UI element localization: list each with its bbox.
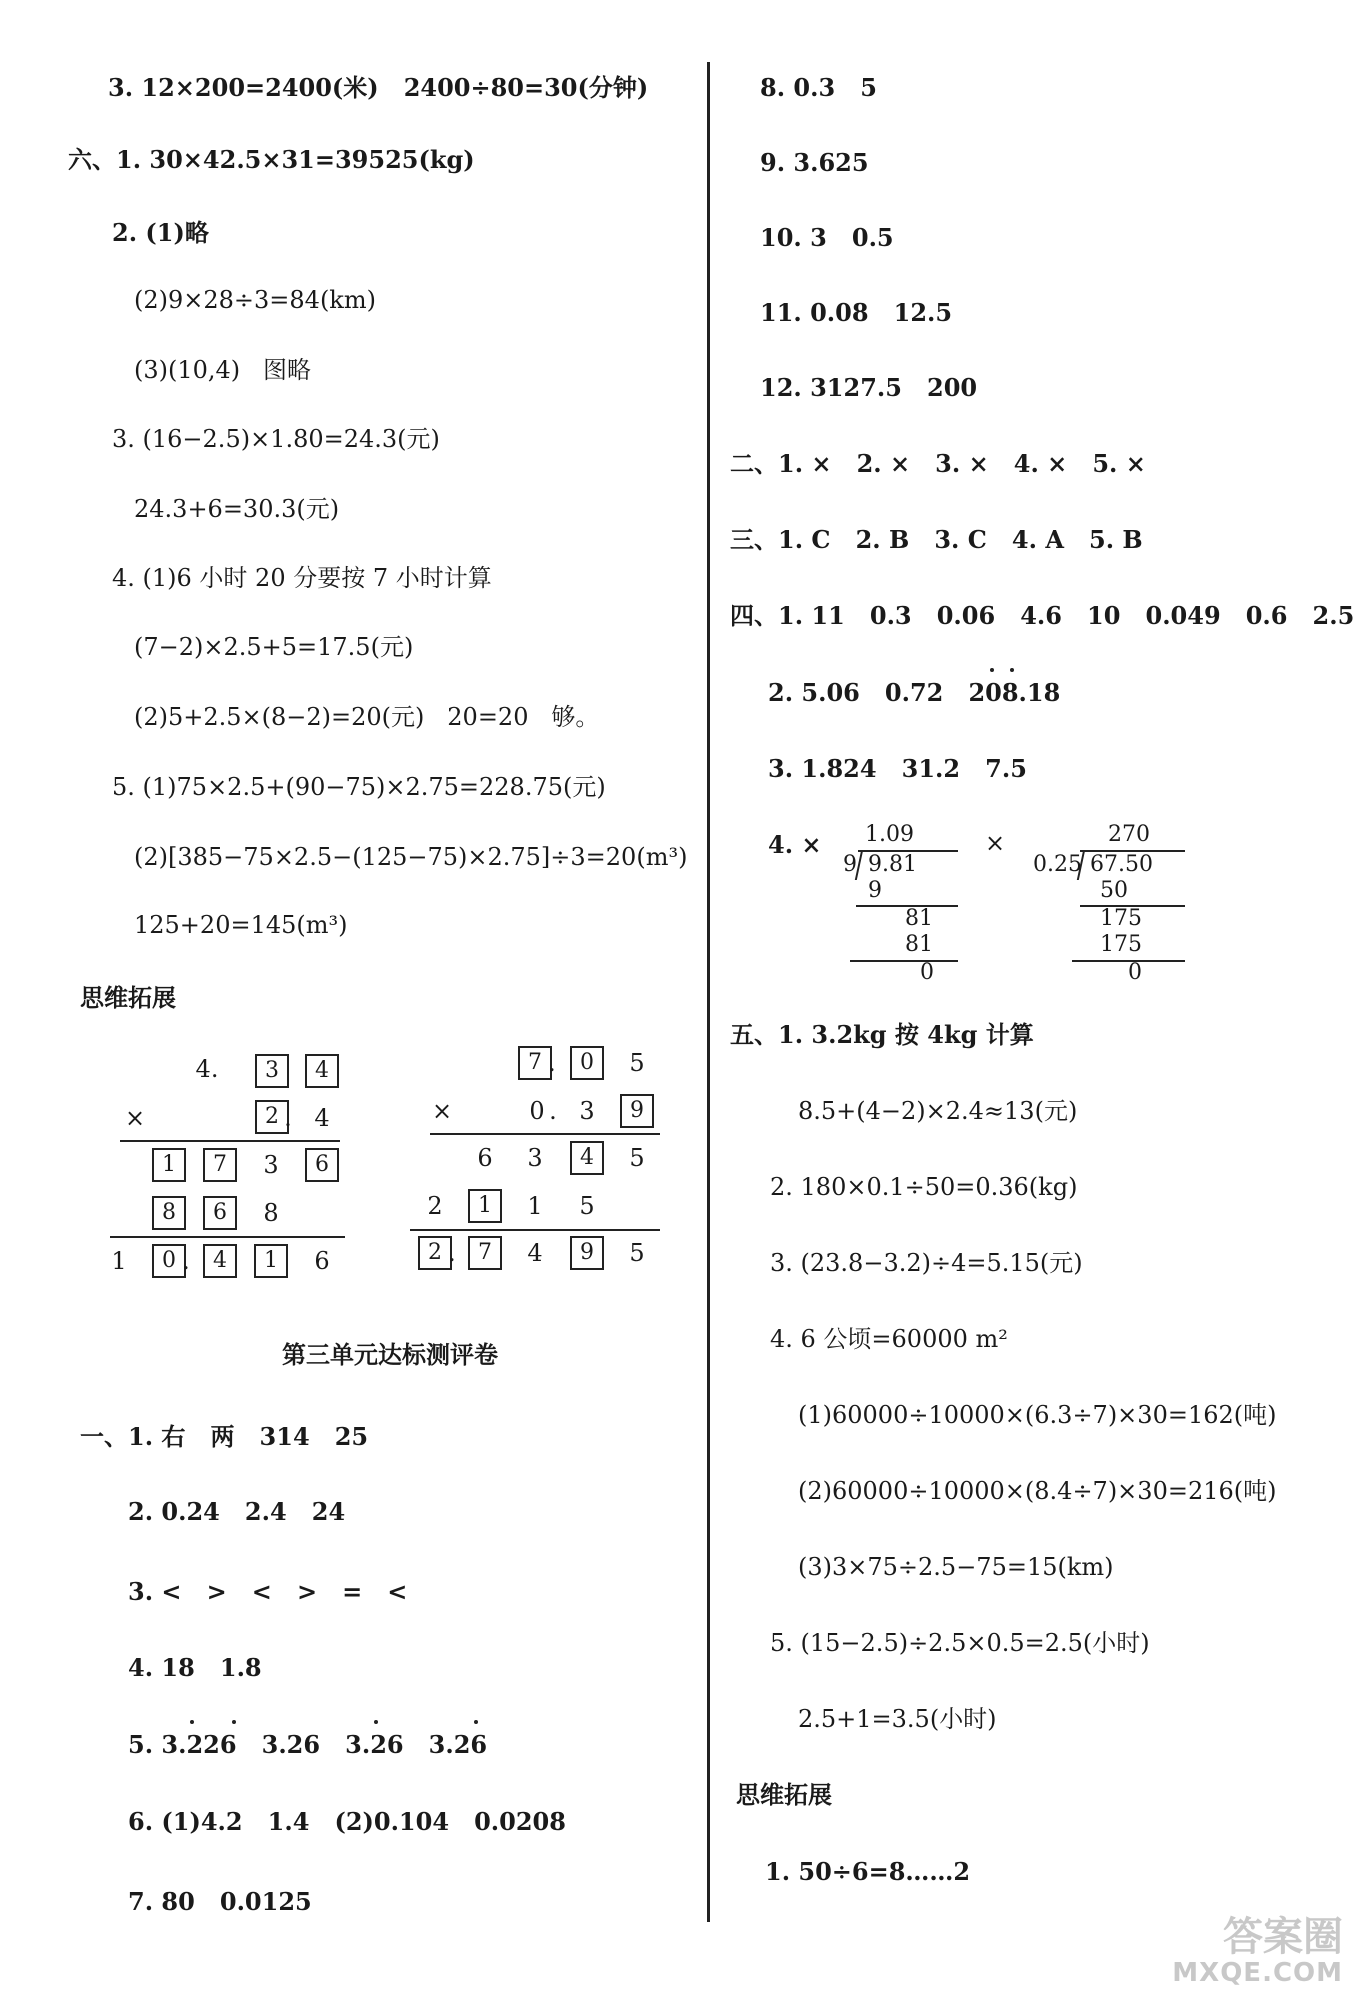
digit-box: 9 (620, 1094, 654, 1128)
answer-line: (2)60000÷10000×(8.4÷7)×30=216(吨) (798, 1477, 1277, 1505)
repeating-dot (1010, 668, 1014, 672)
digit: 6 (477, 1144, 493, 1172)
answer-line: 125+20=145(m³) (134, 911, 348, 939)
repeating-dot (374, 1720, 378, 1724)
repeating-dot (990, 668, 994, 672)
answer-line: 3. (23.8−3.2)÷4=5.15(元) (770, 1249, 1083, 1277)
remainder: 0 (920, 960, 934, 985)
digit: 8 (263, 1199, 279, 1227)
answer-line: 7. 80 0.0125 (128, 1887, 312, 1916)
times-sign: × (431, 1097, 453, 1125)
answer-line: (3)(10,4) 图略 (134, 356, 312, 384)
digit: 4. (195, 1055, 219, 1083)
answer-line: 六、1. 30×42.5×31=39525(kg) (68, 145, 475, 174)
digit: 0 (529, 1097, 545, 1125)
answer-line: 2.5+1=3.5(小时) (798, 1705, 997, 1733)
answer-line: (2)9×28÷3=84(km) (134, 286, 376, 314)
section-heading: 思维拓展 (736, 1781, 832, 1809)
answer-line: 5. (1)75×2.5+(90−75)×2.75=228.75(元) (112, 773, 606, 801)
answer-line: 2. 180×0.1÷50=0.36(kg) (770, 1173, 1078, 1201)
digit-box: 1 (152, 1148, 186, 1182)
answer-line: 8.5+(4−2)×2.4≈13(元) (798, 1097, 1078, 1125)
wrong-mark: × (985, 829, 1006, 857)
answer-line: 三、1. C 2. B 3. C 4. A 5. B (730, 525, 1143, 554)
step: 175 (1100, 906, 1142, 931)
answer-line: 2. 0.24 2.4 24 (128, 1497, 346, 1526)
digit: 6 (314, 1247, 330, 1275)
digit-box: 3 (255, 1054, 289, 1088)
question-label: 4. × (768, 830, 822, 859)
digit-box: 1 (254, 1244, 288, 1278)
decimal-point: . (448, 1239, 456, 1267)
digit-box: 6 (305, 1148, 339, 1182)
digit: 1 (111, 1247, 127, 1275)
step: 81 (905, 906, 933, 931)
digit-box: 0 (570, 1046, 604, 1080)
digit-box: 2 (255, 1100, 289, 1134)
rule-line (120, 1140, 340, 1142)
divisor: 0.25 (1033, 852, 1082, 877)
answer-line: 11. 0.08 12.5 (760, 298, 953, 327)
digit-box: 2 (418, 1236, 452, 1270)
answer-line: 4. 6 公顷=60000 m² (770, 1325, 1008, 1353)
digit-box: 8 (152, 1196, 186, 1230)
answer-line: 3. 1.824 31.2 7.5 (768, 754, 1027, 783)
answer-line: (7−2)×2.5+5=17.5(元) (134, 633, 414, 661)
section-heading: 思维拓展 (80, 984, 176, 1012)
repeating-dot (232, 1720, 236, 1724)
answer-line: 四、1. 11 0.3 0.06 4.6 10 0.049 0.6 2.5 (730, 601, 1355, 630)
dividend: 67.50 (1090, 852, 1153, 877)
answer-line: 12. 3127.5 200 (760, 373, 978, 402)
answer-line: 5. 3.226 3.26 3.26 3.26 (128, 1730, 488, 1759)
digit-box: 7 (203, 1148, 237, 1182)
step: 9 (868, 878, 882, 903)
rule-line (430, 1133, 660, 1135)
answer-line: 4. 18 1.8 (128, 1653, 262, 1682)
digit: 5 (579, 1192, 595, 1220)
times-sign: × (124, 1104, 146, 1132)
digit: 4 (527, 1239, 543, 1267)
answer-line: 9. 3.625 (760, 148, 869, 177)
digit-box: 1 (468, 1189, 502, 1223)
digit: 5 (629, 1144, 645, 1172)
digit-box: 7 (468, 1236, 502, 1270)
digit: 4 (314, 1104, 330, 1132)
repeating-dot (190, 1720, 194, 1724)
watermark-url: MXQE.COM (1172, 1958, 1343, 1988)
step: 81 (905, 932, 933, 957)
digit-box: 0 (152, 1244, 186, 1278)
answer-line: 4. (1)6 小时 20 分要按 7 小时计算 (112, 564, 492, 592)
watermark-text: 答案圈 (1223, 1914, 1343, 1960)
answer-line: 24.3+6=30.3(元) (134, 495, 340, 523)
digit: 3 (579, 1097, 595, 1125)
answer-line: 10. 3 0.5 (760, 223, 894, 252)
answer-line: 3. < > < > = < (128, 1577, 408, 1606)
rule-line (850, 960, 958, 962)
digit: 1 (527, 1192, 543, 1220)
section-title: 第三单元达标测评卷 (282, 1341, 498, 1369)
digit: 5 (629, 1049, 645, 1077)
answer-line: 2. (1)略 (112, 218, 209, 247)
digit-box: 6 (203, 1196, 237, 1230)
step: 175 (1100, 932, 1142, 957)
remainder: 0 (1128, 960, 1142, 985)
decimal-point: . (284, 1104, 292, 1132)
answer-line: 1. 50÷6=8……2 (765, 1857, 971, 1886)
answer-line: (2)[385−75×2.5−(125−75)×2.75]÷3=20(m³) (134, 843, 688, 871)
answer-line: (2)5+2.5×(8−2)=20(元) 20=20 够。 (134, 703, 600, 731)
answer-line: 一、1. 右 两 314 25 (80, 1422, 369, 1451)
digit-box: 4 (305, 1054, 339, 1088)
repeating-dot (474, 1720, 478, 1724)
digit: 2 (427, 1192, 443, 1220)
rule-line (410, 1229, 660, 1231)
rule-line (110, 1236, 345, 1238)
digit-box: 4 (570, 1141, 604, 1175)
digit-box: 4 (203, 1244, 237, 1278)
answer-line: 6. (1)4.2 1.4 (2)0.104 0.0208 (128, 1807, 566, 1836)
column-divider (707, 62, 710, 1922)
digit: 5 (629, 1239, 645, 1267)
answer-line: 五、1. 3.2kg 按 4kg 计算 (730, 1020, 1034, 1049)
digit: 3 (527, 1144, 543, 1172)
digit-box: 9 (570, 1236, 604, 1270)
digit: 3 (263, 1151, 279, 1179)
answer-line: (1)60000÷10000×(6.3÷7)×30=162(吨) (798, 1401, 1277, 1429)
watermark (1172, 1915, 1343, 1987)
answer-line: 2. 5.06 0.72 208.18 (768, 678, 1061, 707)
divisor: 9 (843, 852, 857, 877)
step: 50 (1100, 878, 1128, 903)
dividend: 9.81 (868, 852, 917, 877)
answer-line: 8. 0.3 5 (760, 73, 877, 102)
digit-box: 7 (518, 1046, 552, 1080)
answer-line: 3. (16−2.5)×1.80=24.3(元) (112, 425, 440, 453)
quotient: 1.09 (865, 822, 914, 847)
answer-line: 二、1. × 2. × 3. × 4. × 5. × (730, 449, 1146, 478)
quotient: 270 (1108, 822, 1150, 847)
decimal-point: . (548, 1049, 556, 1077)
answer-line: 3. 12×200=2400(米) 2400÷80=30(分钟) (108, 73, 649, 102)
answer-line: 5. (15−2.5)÷2.5×0.5=2.5(小时) (770, 1629, 1150, 1657)
answer-line: (3)3×75÷2.5−75=15(km) (798, 1553, 1114, 1581)
decimal-point: . (182, 1247, 190, 1275)
decimal-point: . (549, 1097, 557, 1125)
